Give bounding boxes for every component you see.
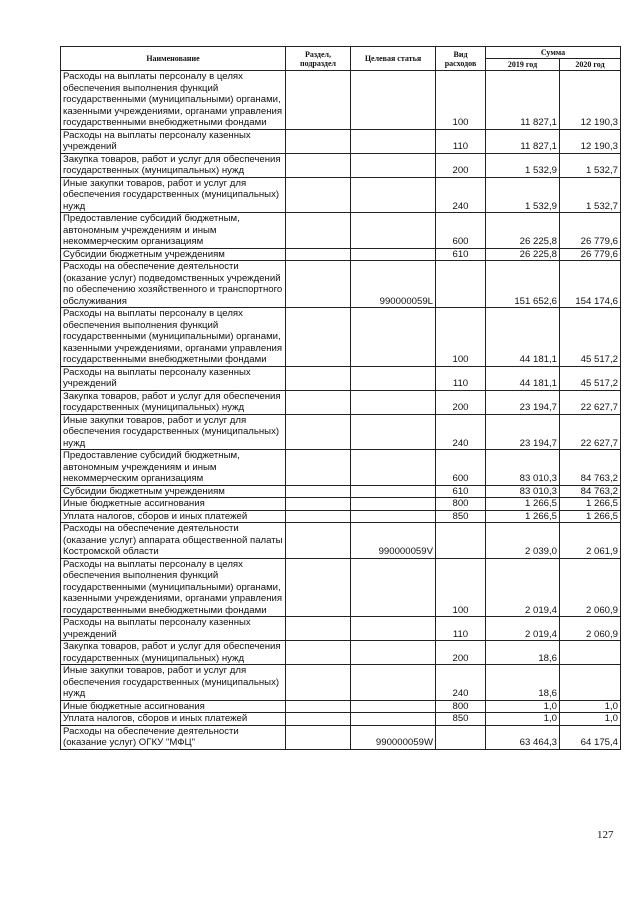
row-section <box>286 510 351 523</box>
row-value-2019: 1 266,5 <box>486 498 560 511</box>
table-row <box>61 153 621 177</box>
row-name: Расходы на обеспечение деятельности (оказание услуг) ОГКУ "МФЦ" <box>61 725 286 749</box>
row-value-2019: 1,0 <box>486 700 560 713</box>
table-row <box>61 617 621 641</box>
header-name: Наименование <box>61 47 286 71</box>
row-article <box>351 308 436 367</box>
row-kind: 200 <box>436 153 486 177</box>
row-kind: 110 <box>436 617 486 641</box>
row-value-2020: 1 532,7 <box>560 153 621 177</box>
row-article <box>351 700 436 713</box>
row-value-2019: 11 827,1 <box>486 71 560 130</box>
row-section <box>286 713 351 726</box>
row-article <box>351 641 436 665</box>
row-name: Иные закупки товаров, работ и услуг для обеспечения государственных (муниципальных) нужд <box>61 665 286 701</box>
row-kind: 610 <box>436 248 486 261</box>
row-name: Иные закупки товаров, работ и услуг для обеспечения государственных (муниципальных) нужд <box>61 177 286 213</box>
table-row <box>61 213 621 249</box>
row-value-2019: 1 532,9 <box>486 153 560 177</box>
row-article: 990000059W <box>351 725 436 749</box>
row-section <box>286 617 351 641</box>
row-kind <box>436 523 486 559</box>
table-row <box>61 450 621 486</box>
row-name: Предоставление субсидий бюджетным, автономным учреждениям и иным некоммерческим организациям <box>61 213 286 249</box>
row-kind: 100 <box>436 558 486 617</box>
table-row <box>61 523 621 559</box>
table-row <box>61 641 621 665</box>
row-section <box>286 641 351 665</box>
row-name: Расходы на выплаты персоналу казенных учреждений <box>61 617 286 641</box>
row-value-2020: 26 779,6 <box>560 213 621 249</box>
row-section <box>286 700 351 713</box>
row-value-2020: 2 061,9 <box>560 523 621 559</box>
row-article <box>351 71 436 130</box>
page-number: 127 <box>597 829 614 841</box>
row-article <box>351 129 436 153</box>
row-name: Расходы на выплаты персоналу в целях обеспечения выполнения функций государственными (муниципальными) органами, казенными учреждениями, органами управления государственными внебюджетными фондами <box>61 558 286 617</box>
row-name: Расходы на выплаты персоналу казенных учреждений <box>61 129 286 153</box>
row-article <box>351 558 436 617</box>
row-article <box>351 390 436 414</box>
table-row <box>61 308 621 367</box>
row-kind: 240 <box>436 414 486 450</box>
row-article <box>351 485 436 498</box>
row-value-2020: 84 763,2 <box>560 450 621 486</box>
row-section <box>286 485 351 498</box>
row-kind <box>436 261 486 308</box>
row-article <box>351 617 436 641</box>
table-row <box>61 713 621 726</box>
table-row <box>61 700 621 713</box>
row-value-2019: 18,6 <box>486 665 560 701</box>
row-kind: 100 <box>436 308 486 367</box>
row-value-2020: 12 190,3 <box>560 71 621 130</box>
row-section <box>286 523 351 559</box>
row-value-2019: 83 010,3 <box>486 450 560 486</box>
row-kind: 240 <box>436 177 486 213</box>
row-section <box>286 71 351 130</box>
row-value-2020: 26 779,6 <box>560 248 621 261</box>
row-value-2020: 12 190,3 <box>560 129 621 153</box>
row-kind: 850 <box>436 713 486 726</box>
row-section <box>286 558 351 617</box>
row-value-2019: 63 464,3 <box>486 725 560 749</box>
row-section <box>286 450 351 486</box>
row-value-2020: 2 060,9 <box>560 558 621 617</box>
row-article: 990000059L <box>351 261 436 308</box>
row-value-2019: 26 225,8 <box>486 213 560 249</box>
row-name: Иные бюджетные ассигнования <box>61 700 286 713</box>
row-value-2019: 151 652,6 <box>486 261 560 308</box>
row-article <box>351 510 436 523</box>
row-name: Предоставление субсидий бюджетным, автономным учреждениям и иным некоммерческим организациям <box>61 450 286 486</box>
row-kind: 800 <box>436 498 486 511</box>
row-value-2019: 1 532,9 <box>486 177 560 213</box>
row-section <box>286 414 351 450</box>
row-kind: 850 <box>436 510 486 523</box>
row-name: Субсидии бюджетным учреждениям <box>61 485 286 498</box>
row-kind: 100 <box>436 71 486 130</box>
row-kind: 800 <box>436 700 486 713</box>
row-section <box>286 213 351 249</box>
row-value-2020: 45 517,2 <box>560 308 621 367</box>
row-section <box>286 248 351 261</box>
table-row <box>61 261 621 308</box>
row-section <box>286 153 351 177</box>
row-value-2019: 44 181,1 <box>486 308 560 367</box>
row-name: Субсидии бюджетным учреждениям <box>61 248 286 261</box>
row-value-2019: 23 194,7 <box>486 390 560 414</box>
table-row <box>61 71 621 130</box>
row-value-2019: 18,6 <box>486 641 560 665</box>
row-article <box>351 665 436 701</box>
header-section: Раздел, подраздел <box>286 47 351 71</box>
header-kind: Вид расходов <box>436 47 486 71</box>
row-name: Расходы на обеспечение деятельности (оказание услуг) аппарата общественной палаты Костромской области <box>61 523 286 559</box>
row-name: Иные закупки товаров, работ и услуг для обеспечения государственных (муниципальных) нужд <box>61 414 286 450</box>
table-row <box>61 366 621 390</box>
table-row <box>61 390 621 414</box>
row-article: 990000059V <box>351 523 436 559</box>
row-article <box>351 498 436 511</box>
row-value-2019: 11 827,1 <box>486 129 560 153</box>
row-value-2020: 22 627,7 <box>560 414 621 450</box>
row-kind: 110 <box>436 129 486 153</box>
row-value-2020: 1,0 <box>560 713 621 726</box>
row-value-2019: 23 194,7 <box>486 414 560 450</box>
row-value-2019: 2 019,4 <box>486 558 560 617</box>
header-article: Целевая статья <box>351 47 436 71</box>
row-value-2020 <box>560 665 621 701</box>
table-row <box>61 665 621 701</box>
row-value-2020: 1 266,5 <box>560 498 621 511</box>
row-kind: 600 <box>436 450 486 486</box>
row-article <box>351 713 436 726</box>
table-row <box>61 485 621 498</box>
row-section <box>286 665 351 701</box>
row-value-2020: 84 763,2 <box>560 485 621 498</box>
row-name: Уплата налогов, сборов и иных платежей <box>61 713 286 726</box>
row-name: Закупка товаров, работ и услуг для обеспечения государственных (муниципальных) нужд <box>61 153 286 177</box>
row-value-2020: 22 627,7 <box>560 390 621 414</box>
table-row <box>61 498 621 511</box>
row-name: Расходы на обеспечение деятельности (оказание услуг) подведомственных учреждений по обеспечению хозяйственного и транспортного обслуживания <box>61 261 286 308</box>
row-value-2020 <box>560 641 621 665</box>
row-value-2019: 2 039,0 <box>486 523 560 559</box>
row-value-2019: 83 010,3 <box>486 485 560 498</box>
table-row <box>61 414 621 450</box>
table-row <box>61 177 621 213</box>
row-section <box>286 390 351 414</box>
row-name: Иные бюджетные ассигнования <box>61 498 286 511</box>
row-article <box>351 450 436 486</box>
row-value-2020: 1 532,7 <box>560 177 621 213</box>
row-section <box>286 129 351 153</box>
row-section <box>286 366 351 390</box>
table-row <box>61 558 621 617</box>
row-kind: 200 <box>436 641 486 665</box>
row-value-2020: 2 060,9 <box>560 617 621 641</box>
row-value-2020: 64 175,4 <box>560 725 621 749</box>
row-value-2020: 1 266,5 <box>560 510 621 523</box>
row-kind: 610 <box>436 485 486 498</box>
row-value-2019: 44 181,1 <box>486 366 560 390</box>
row-name: Закупка товаров, работ и услуг для обеспечения государственных (муниципальных) нужд <box>61 390 286 414</box>
row-article <box>351 248 436 261</box>
row-kind: 240 <box>436 665 486 701</box>
row-article <box>351 177 436 213</box>
row-value-2020: 154 174,6 <box>560 261 621 308</box>
table-row <box>61 510 621 523</box>
row-section <box>286 177 351 213</box>
row-name: Закупка товаров, работ и услуг для обеспечения государственных (муниципальных) нужд <box>61 641 286 665</box>
row-value-2019: 26 225,8 <box>486 248 560 261</box>
row-name: Расходы на выплаты персоналу в целях обеспечения выполнения функций государственными (муниципальными) органами, казенными учреждениями, органами управления государственными внебюджетными фондами <box>61 308 286 367</box>
row-kind <box>436 725 486 749</box>
row-article <box>351 414 436 450</box>
header-2019: 2019 год <box>486 59 560 71</box>
row-value-2020: 1,0 <box>560 700 621 713</box>
row-value-2019: 2 019,4 <box>486 617 560 641</box>
header-2020: 2020 год <box>560 59 621 71</box>
row-section <box>286 308 351 367</box>
row-kind: 200 <box>436 390 486 414</box>
row-article <box>351 366 436 390</box>
row-section <box>286 498 351 511</box>
row-article <box>351 213 436 249</box>
row-value-2019: 1 266,5 <box>486 510 560 523</box>
table-row <box>61 248 621 261</box>
row-name: Расходы на выплаты персоналу казенных учреждений <box>61 366 286 390</box>
budget-table <box>60 46 621 750</box>
row-kind: 600 <box>436 213 486 249</box>
row-article <box>351 153 436 177</box>
row-name: Уплата налогов, сборов и иных платежей <box>61 510 286 523</box>
row-name: Расходы на выплаты персоналу в целях обеспечения выполнения функций государственными (муниципальными) органами, казенными учреждениями, органами управления государственными внебюджетными фондами <box>61 71 286 130</box>
header-sum: Сумма <box>486 47 621 59</box>
row-section <box>286 725 351 749</box>
row-value-2020: 45 517,2 <box>560 366 621 390</box>
table-row <box>61 725 621 749</box>
row-value-2019: 1,0 <box>486 713 560 726</box>
row-section <box>286 261 351 308</box>
row-kind: 110 <box>436 366 486 390</box>
table-row <box>61 129 621 153</box>
